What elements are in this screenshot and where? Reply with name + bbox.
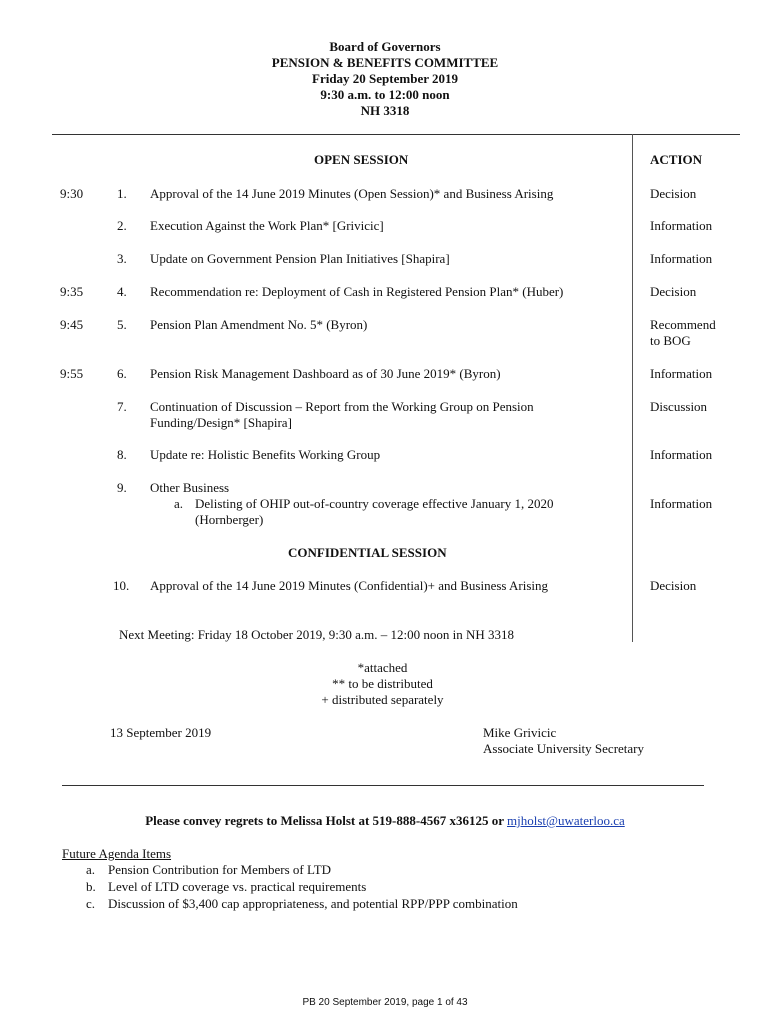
action-header: ACTION bbox=[650, 152, 703, 167]
regrets-text: Please convey regrets to Melissa Holst at 519-888-4567 x36125 or bbox=[145, 813, 507, 828]
page-footer: PB 20 September 2019, page 1 of 43 bbox=[302, 997, 468, 1008]
item-text: Approval of the 14 June 2019 Minutes (Open Session)* and Business Arising bbox=[150, 186, 554, 201]
item-action: Discussion bbox=[650, 399, 708, 414]
item-time: 9:30 bbox=[60, 186, 84, 201]
item-text: Execution Against the Work Plan* [Grivicic] bbox=[150, 218, 384, 233]
item-text: Update on Government Pension Plan Initiatives [Shapira] bbox=[150, 251, 450, 266]
item-text-line1: Continuation of Discussion – Report from the Working Group on Pension bbox=[150, 399, 534, 414]
item-number: 9. bbox=[117, 480, 127, 495]
legend-distributed-separately: + distributed separately bbox=[321, 692, 444, 707]
item-time: 9:35 bbox=[60, 284, 84, 299]
item-text: Pension Plan Amendment No. 5* (Byron) bbox=[150, 317, 368, 332]
item-number: 1. bbox=[117, 186, 127, 201]
header-room: NH 3318 bbox=[360, 103, 410, 118]
item-number: 5. bbox=[117, 317, 127, 332]
item-text: Approval of the 14 June 2019 Minutes (Confidential)+ and Business Arising bbox=[150, 578, 549, 593]
header-date: Friday 20 September 2019 bbox=[312, 71, 458, 86]
item-action-line2: to BOG bbox=[650, 333, 691, 348]
item-time: 9:45 bbox=[60, 317, 84, 332]
middle-divider bbox=[62, 785, 704, 786]
signature-name: Mike Grivicic bbox=[483, 725, 557, 740]
next-meeting: Next Meeting: Friday 18 October 2019, 9:30 a.m. – 12:00 noon in NH 3318 bbox=[119, 627, 515, 642]
document-header bbox=[0, 39, 770, 119]
item-number: 4. bbox=[117, 284, 127, 299]
future-item-letter: c. bbox=[86, 896, 96, 911]
item-number: 7. bbox=[117, 399, 127, 414]
item-text: Pension Risk Management Dashboard as of 30 June 2019* (Byron) bbox=[150, 366, 501, 381]
header-committee: PENSION & BENEFITS COMMITTEE bbox=[271, 55, 499, 70]
sub-item-letter: a. bbox=[174, 496, 184, 511]
item-action: Information bbox=[650, 496, 713, 511]
future-agenda-title: Future Agenda Items bbox=[62, 846, 172, 861]
future-item-text: Discussion of $3,400 cap appropriateness, and potential RPP/PPP combination bbox=[108, 896, 518, 911]
header-time: 9:30 a.m. to 12:00 noon bbox=[320, 87, 450, 102]
sub-item-text-line1: Delisting of OHIP out-of-country coverage effective January 1, 2020 bbox=[195, 496, 554, 511]
regrets-email-link[interactable]: mjholst@uwaterloo.ca bbox=[507, 813, 625, 828]
legend-to-be-distributed: ** to be distributed bbox=[332, 676, 433, 691]
top-divider bbox=[52, 134, 740, 135]
signature-title: Associate University Secretary bbox=[483, 741, 645, 756]
legend-attached: *attached bbox=[357, 660, 408, 675]
header-board: Board of Governors bbox=[329, 39, 441, 54]
item-action: Decision bbox=[650, 186, 697, 201]
sub-item-text-line2: (Hornberger) bbox=[195, 512, 264, 527]
legend bbox=[0, 660, 765, 708]
open-session-title: OPEN SESSION bbox=[314, 152, 409, 167]
future-item-letter: b. bbox=[86, 879, 96, 894]
item-text: Update re: Holistic Benefits Working Group bbox=[150, 447, 381, 462]
confidential-session-title: CONFIDENTIAL SESSION bbox=[288, 545, 447, 560]
item-action: Information bbox=[650, 447, 713, 462]
action-column-divider bbox=[632, 134, 633, 642]
item-number: 2. bbox=[117, 218, 127, 233]
item-action: Decision bbox=[650, 284, 697, 299]
item-text: Recommendation re: Deployment of Cash in Registered Pension Plan* (Huber) bbox=[150, 284, 564, 299]
item-action: Information bbox=[650, 251, 713, 266]
item-text-line2: Funding/Design* [Shapira] bbox=[150, 415, 292, 430]
item-time: 9:55 bbox=[60, 366, 84, 381]
item-action: Information bbox=[650, 218, 713, 233]
item-number: 10. bbox=[113, 578, 130, 593]
item-action-line1: Recommend bbox=[650, 317, 716, 332]
item-text: Other Business bbox=[150, 480, 230, 495]
item-number: 3. bbox=[117, 251, 127, 266]
item-number: 6. bbox=[117, 366, 127, 381]
item-number: 8. bbox=[117, 447, 127, 462]
item-action: Information bbox=[650, 366, 713, 381]
future-item-text: Level of LTD coverage vs. practical requirements bbox=[108, 879, 367, 894]
future-item-text: Pension Contribution for Members of LTD bbox=[108, 862, 332, 877]
item-action: Decision bbox=[650, 578, 697, 593]
regrets-notice bbox=[0, 813, 770, 829]
issue-date: 13 September 2019 bbox=[110, 725, 212, 740]
future-item-letter: a. bbox=[86, 862, 96, 877]
